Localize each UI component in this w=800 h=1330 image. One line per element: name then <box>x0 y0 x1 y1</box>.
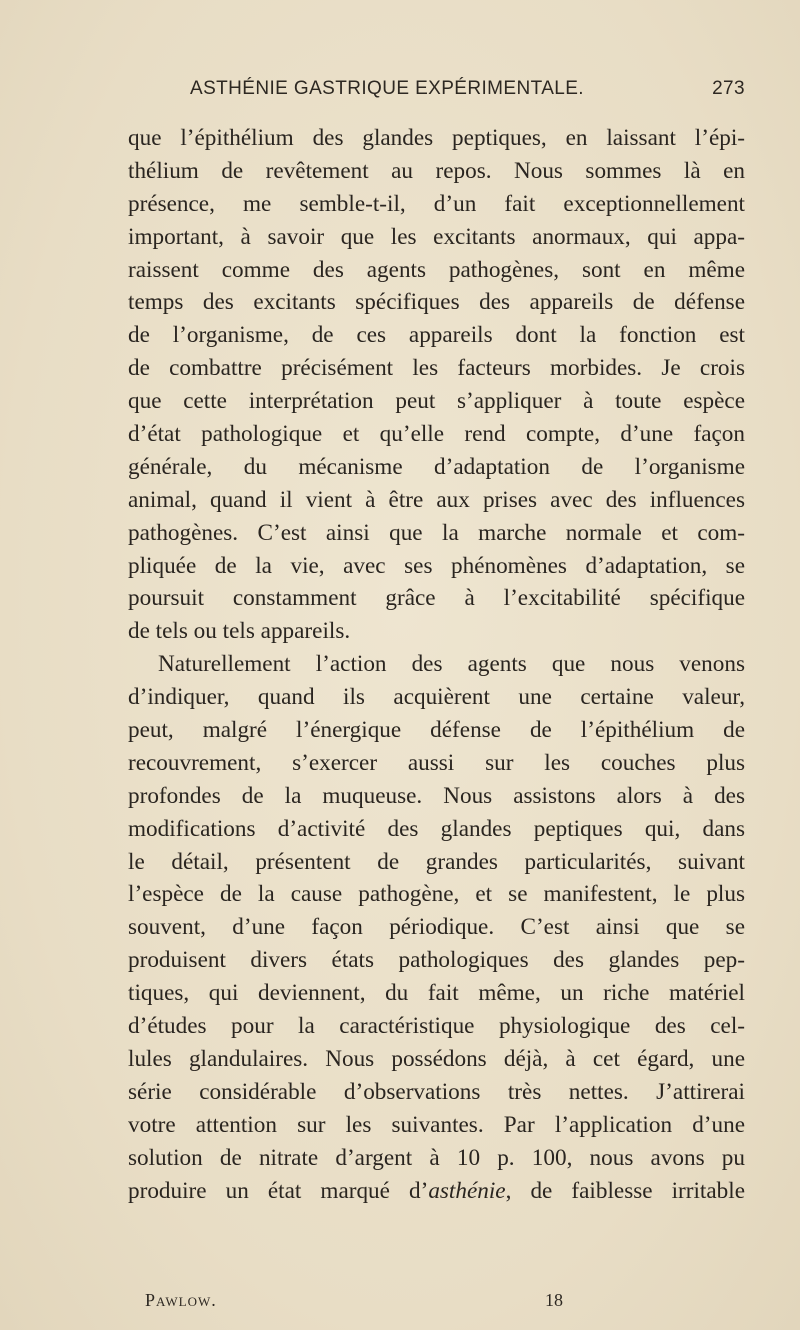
text-line: l’espèce de la cause pathogène, et se manifestent, le plus <box>128 881 745 908</box>
text-line: pathogènes. C’est ainsi que la marche normale et com- <box>128 519 745 546</box>
text-line: d’état pathologique et qu’elle rend compte, d’une façon <box>128 421 745 448</box>
text-line: recouvrement, s’exercer aussi sur les couches plus <box>128 749 745 776</box>
text-line: produisent divers états pathologiques des glandes pep- <box>128 947 745 974</box>
text-line: série considérable d’observations très nettes. J’attirerai <box>128 1078 745 1105</box>
body-text <box>128 122 745 1207</box>
text-fragment: , de faiblesse irritable <box>505 1177 745 1204</box>
text-line-paragraph-start: Naturellement l’action des agents que nous venons <box>158 651 745 678</box>
text-fragment: produire un état marqué d’ <box>128 1177 429 1204</box>
text-line: thélium de revêtement au repos. Nous sommes là en <box>128 157 745 184</box>
text-line: solution de nitrate d’argent à 10 p. 100, nous avons pu <box>128 1144 745 1171</box>
text-line: le détail, présentent de grandes particularités, suivant <box>128 848 745 875</box>
text-line: modifications d’activité des glandes peptiques qui, dans <box>128 815 745 842</box>
text-line: tiques, qui deviennent, du fait même, un riche matériel <box>128 980 745 1007</box>
signature-mark: 18 <box>545 1290 563 1310</box>
text-line: que cette interprétation peut s’appliquer à toute espèce <box>128 388 745 415</box>
text-line: animal, quand il vient à être aux prises avec des influences <box>128 486 745 513</box>
text-line: d’études pour la caractéristique physiologique des cel- <box>128 1013 745 1040</box>
text-line: souvent, d’une façon périodique. C’est ainsi que se <box>128 914 745 941</box>
text-line: lules glandulaires. Nous possédons déjà, à cet égard, une <box>128 1045 745 1072</box>
text-line: de l’organisme, de ces appareils dont la fonction est <box>128 322 745 349</box>
text-line: présence, me semble-t-il, d’un fait exceptionnellement <box>128 190 745 217</box>
footer-author: Pawlow. <box>145 1290 217 1310</box>
text-line: peut, malgré l’énergique défense de l’épithélium de <box>128 717 745 744</box>
text-line: pliquée de la vie, avec ses phénomènes d’adaptation, se <box>128 552 745 579</box>
text-line: important, à savoir que les excitants anormaux, qui appa- <box>128 223 745 250</box>
text-line: profondes de la muqueuse. Nous assistons alors à des <box>128 782 745 809</box>
running-head <box>128 78 745 108</box>
text-line: votre attention sur les suivantes. Par l’application d’une <box>128 1111 745 1138</box>
text-line: poursuit constamment grâce à l’excitabilité spécifique <box>128 585 745 612</box>
page-number: 273 <box>712 78 745 99</box>
running-head-title: ASTHÉNIE GASTRIQUE EXPÉRIMENTALE. <box>190 78 584 99</box>
page-footer <box>145 1290 563 1316</box>
text-line: générale, du mécanisme d’adaptation de l’organisme <box>128 453 745 480</box>
text-line-with-italic <box>128 1175 745 1208</box>
text-line: raissent comme des agents pathogènes, sont en même <box>128 256 745 283</box>
text-line: d’indiquer, quand ils acquièrent une certaine valeur, <box>128 684 745 711</box>
text-line: de combattre précisément les facteurs morbides. Je crois <box>128 355 745 382</box>
text-line-paragraph-end: de tels ou tels appareils. <box>128 618 351 645</box>
text-line: que l’épithélium des glandes peptiques, en laissant l’épi- <box>128 125 745 151</box>
text-line: temps des excitants spécifiques des appareils de défense <box>128 289 745 316</box>
italic-term: asthénie <box>428 1177 506 1204</box>
